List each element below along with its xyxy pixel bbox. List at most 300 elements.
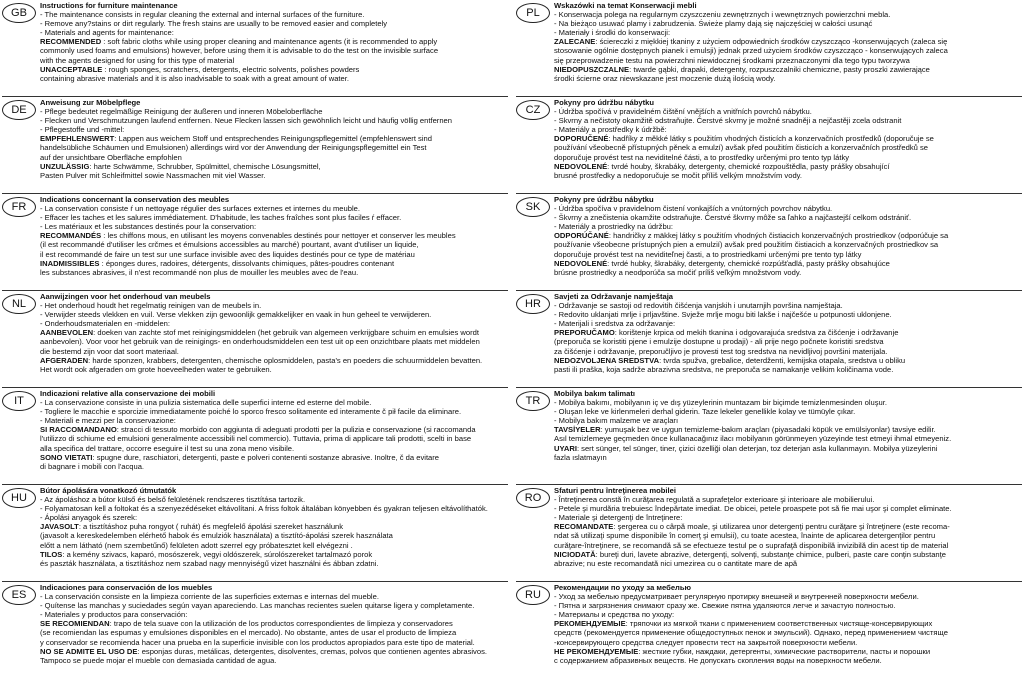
instruction-text: stosowanie ogólnie dostępnych pianek i emulsji) jednak przed użyciem środków czyszcząco - konserwujących zaleca	[554, 46, 948, 56]
instruction-text: : les chiffons mous, en utilisant les moyens convenables destinés pour nettoyer et conserver les meubles	[101, 231, 456, 241]
language-badge: HU	[2, 488, 36, 508]
instruction-text: : soft fabric cloths while using proper cleaning and maintenance agents (it is recommended to apply	[101, 37, 438, 47]
instruction-line	[554, 398, 1022, 407]
section-text	[554, 292, 1022, 374]
instruction-line	[40, 231, 508, 240]
instruction-keyword: INADMISSIBLES	[40, 258, 100, 268]
section-title: Savjeti za Održavanje namještaja	[554, 292, 674, 301]
instruction-line	[40, 365, 508, 374]
instruction-line	[554, 407, 1022, 416]
instruction-line	[40, 171, 508, 180]
instruction-text: (javasolt a kereskedelemben elérhető habok és emulziók használata) a tisztító-ápolási szerek használata	[40, 531, 393, 541]
instruction-line	[554, 531, 1022, 540]
instruction-line	[554, 319, 1022, 328]
instruction-line	[554, 416, 1022, 425]
instruction-line	[40, 328, 508, 337]
instruction-line	[554, 301, 1022, 310]
instruction-text: : korištenje krpica od mekih tkanina i odgovarajuća sredstva za čišćenje i održavanje	[614, 328, 899, 338]
instruction-line	[554, 365, 1022, 374]
section-nl	[2, 291, 508, 388]
instruction-line	[40, 301, 508, 310]
instruction-line	[554, 56, 1022, 65]
instruction-text: - Škvrny a znečistenia okamžite odstraňujte. Čerstvé škvrny môže sa ľahko a najčastejší celkom odstrániť.	[554, 213, 912, 223]
instruction-text: les substances abrasives, il n'est recommandé non plus de mouiller les meubles avec de l'eau.	[40, 267, 359, 277]
instruction-text: - Ápolási anyagok és szerek:	[40, 513, 138, 523]
instruction-line	[554, 116, 1022, 125]
instruction-text: : trapo de tela suave con la utilización de los productos correspondientes de limpieza y conservadores	[109, 619, 453, 629]
section-title: Mobilya bakım talimatı	[554, 389, 636, 398]
instruction-line	[554, 337, 1022, 346]
instruction-line	[554, 74, 1022, 83]
instruction-line	[554, 453, 1022, 462]
section-title: Indicaciones para conservación de los muebles	[40, 583, 213, 592]
instruction-line	[554, 10, 1022, 19]
instruction-line	[554, 513, 1022, 522]
instruction-text: containing abrasive materials and it is also inadvisable to soak with a great amount of water.	[40, 73, 349, 83]
instruction-text: (preporuča se koristiti pjene i emulzije dostupne u prodaji) - ali prije nego počnete koristiti sredstva	[554, 337, 884, 347]
instruction-text: : doeken van zachte stof met reinigingsmiddelen (het gebruik van algemeen verkrijgbare schuim en emulsies wordt	[93, 328, 479, 338]
instruction-line	[40, 495, 508, 504]
instruction-line	[554, 134, 1022, 143]
instruction-text: - Пятна и загрязнения снимают сразу же. Свежие пятна удаляются легче и зачастую полностью.	[554, 601, 896, 611]
instruction-keyword: ODPORÚČANÉ	[554, 231, 609, 241]
instruction-line	[554, 522, 1022, 531]
instruction-text: : spugne dure, raschiatori, detergenti, paste e polveri contenenti sostanze abrasive. Inoltre, č da evitare	[92, 452, 440, 462]
language-badge: SK	[516, 197, 550, 217]
section-text	[554, 389, 1022, 462]
instruction-line	[554, 504, 1022, 513]
instruction-text: - La conservation consiste ŕ un nettoyage régulier des surfaces externes et internes du meuble.	[40, 204, 360, 214]
instruction-line	[40, 356, 508, 365]
instruction-text: : a kemény szivacs, kaparó, mosószerek, vegyi oldószerek, súrolószereket tartalmazó porok	[62, 549, 373, 559]
right-column	[516, 0, 1022, 682]
instruction-keyword: EMPFEHLENSWERT	[40, 134, 115, 144]
instruction-text: - Skvrny a nečistoty okamžitě odstraňujte. Čerstvé skvrny je možné snadněji a nejčastěji zcela odstranit	[554, 116, 902, 126]
section-title: Anweisung zur Möbelpflege	[40, 98, 141, 107]
section-text	[40, 1, 508, 83]
instruction-keyword: TAVSİYELER	[554, 425, 601, 435]
instruction-text: - Pflege bedeutet regelmäßige Reinigung der äußeren und inneren Möbeloberfläche	[40, 107, 323, 117]
instruction-line	[40, 162, 508, 171]
instruction-keyword: НЕ РЕКОМЕНДУЕМЫЕ	[554, 646, 639, 656]
instruction-text: : Lappen aus weichem Stoff und entsprechendes Reinigungspflegemittel (empfehlenswert sind	[114, 134, 432, 144]
section-tr	[516, 388, 1022, 485]
instruction-text: - Flecken und Verschmutzungen laufend entfernen. Neue Flecken lassen sich gewöhnlich leicht und häufig völlig entfernen	[40, 116, 453, 126]
instruction-line	[554, 434, 1022, 443]
instruction-line	[40, 259, 508, 268]
instruction-text: curăţare-întreţinere, se recomandă să se efectueze testul pe o suprafaţă disponibilă invizibilă din acest tip de material	[554, 540, 949, 550]
instruction-line	[554, 628, 1022, 637]
instruction-line	[40, 522, 508, 531]
instruction-line	[554, 592, 1022, 601]
instruction-text: di bagnare i mobili con l'acqua.	[40, 461, 145, 471]
instruction-text: alla specifica del trattare, occorre eseguire il test su una zona meno visibile.	[40, 443, 295, 453]
instruction-keyword: RECOMMANDÉS	[40, 231, 102, 241]
instruction-line	[554, 107, 1022, 116]
section-ru	[516, 582, 1022, 679]
instruction-line	[40, 656, 508, 665]
instruction-keyword: NEDOVOLENÉ	[554, 258, 608, 268]
section-fr	[2, 194, 508, 291]
instruction-text: : stracci di tessuto morbido con aggiunta di adeguati prodotti per la pulizia e conservazione (si raccomanda	[116, 425, 476, 435]
instruction-line	[554, 495, 1022, 504]
section-title: Bútor ápolására vonatkozó útmutatók	[40, 486, 177, 495]
language-badge: ES	[2, 585, 36, 605]
instruction-line	[40, 56, 508, 65]
instruction-keyword: RECOMANDATE	[554, 522, 614, 532]
instruction-keyword: UYARI	[554, 443, 577, 453]
instruction-text: - Údržba spočíva v pravidelnom čistení vonkajších a vnútorných povrchov nábytku.	[554, 204, 833, 214]
section-text	[554, 98, 1022, 180]
instruction-line	[40, 610, 508, 619]
instruction-line	[554, 638, 1022, 647]
instruction-line	[554, 356, 1022, 365]
instruction-line	[40, 347, 508, 356]
instruction-line	[40, 559, 508, 568]
instruction-text: Tampoco se puede mojar el mueble con demasiada cantidad de agua.	[40, 655, 277, 665]
instruction-line	[40, 407, 508, 416]
instruction-line	[554, 37, 1022, 46]
instruction-text: l'utilizzo di schiume ed emulsioni generalmente accessibili nel commercio). Tuttavia, prima di applicare tali prodotti, scelti in base	[40, 434, 472, 444]
instruction-text: za čišćenje i održavanje, preporučljivo je provesti test tog sredstva na nevidljivoj površini materijala.	[554, 346, 888, 356]
instruction-line	[554, 222, 1022, 231]
instruction-text: : a tisztításhoz puha rongyot ( ruhát) és megfelelő ápolási szereket használunk	[78, 522, 344, 532]
instruction-text: - Oluşan leke ve kirlenmeleri derhal giderin. Taze lekeler genellikle kolay ve tümüyle çıkar.	[554, 407, 856, 417]
instruction-keyword: NEDOVOLENÉ	[554, 161, 608, 171]
instruction-text: : tvrdé hubky, škrabáky, detergenty, chemické rozpúšťadlá, pasty prášky obsahujúce	[607, 258, 890, 268]
instruction-text: : éponges dures, radoires, détergents, dissolvants chimiques, pâtes-poudres contenant	[99, 258, 395, 268]
instruction-line	[40, 434, 508, 443]
instruction-text: - Folyamatosan kell a foltokat és a szenyezédéseket eltávolítani. A friss foltok általában könyebben és gyakran teljesen eltávolíthatók.	[40, 504, 488, 514]
instruction-line	[40, 425, 508, 434]
instruction-keyword: TILOS	[40, 549, 63, 559]
section-title: Pokyny pro údržbu nábytku	[554, 98, 654, 107]
section-title: Aanwijzingen voor het onderhoud van meubels	[40, 292, 211, 301]
instruction-line	[554, 259, 1022, 268]
instruction-text: средств (рекомендуется применение общедоступных пенок и эмульсий). Однако, перед применением чистяще	[554, 628, 948, 638]
section-text	[554, 1, 1022, 83]
instruction-text: die bestemd zijn voor dat soort materiaal.	[40, 346, 179, 356]
instruction-text: - Materijali i sredstva za održavanje:	[554, 319, 676, 329]
instruction-text: : hadříky z měkké látky s použitím vhodných čisticích a konzervačních prostředků (doporučuje se	[608, 134, 934, 144]
instruction-text: : harde sponzen, krabbers, detergenten, chemische oplosmiddelen, pasta's en poeders die schuurmiddelen bevatten.	[88, 355, 483, 365]
instruction-keyword: SI RACCOMANDANO	[40, 425, 117, 435]
section-de	[2, 97, 508, 194]
language-badge: TR	[516, 391, 550, 411]
instruction-text: - Mobilya bakım malzeme ve araçları	[554, 416, 679, 426]
instruction-keyword: ZALECANE	[554, 37, 596, 47]
instruction-line	[40, 513, 508, 522]
section-hr	[516, 291, 1022, 388]
instruction-keyword: NEDOZVOLJENA SREDSTVA	[554, 355, 660, 365]
instruction-text: Het wordt ook afgeraden om grote hoeveelheden water te gebruiken.	[40, 364, 272, 374]
instruction-line	[40, 125, 508, 134]
instruction-line	[554, 213, 1022, 222]
instruction-text: -консервирующего средства следует провести тест на закрытой поверхности мебели.	[554, 637, 858, 647]
instruction-text: - Материалы и средства по уходу:	[554, 610, 675, 620]
instruction-text: : tvrdé houby, škrabáky, detergenty, chemické rozpouštědla, pasty prášky obsahující	[607, 161, 890, 171]
instruction-line	[40, 204, 508, 213]
instruction-text: : yumuşak bez ve uygun temizleme-bakım araçları (piyasadaki köpük ve emülsiyonlar) tavsiye edilir.	[600, 425, 936, 435]
instruction-text: - Materiali e mezzi per la conservazione:	[40, 416, 176, 426]
instruction-text: - Effacer les taches et les salures immédiatement. D'habitude, les taches fraîches sont plus faciles ŕ effacer.	[40, 213, 402, 223]
section-title: Wskazówki na temat Konserwacji mebli	[554, 1, 697, 10]
instruction-text: : tvrda spužva, grebalice, deterdženti, kemijska otapala, sredstva u obliku	[659, 355, 906, 365]
instruction-line	[40, 19, 508, 28]
instruction-text: - Materiales y productos para conservación:	[40, 610, 188, 620]
instruction-text: Pasten Pulver mit Schleifmittel sowie Nassmachen mit viel Wasser.	[40, 170, 266, 180]
instruction-keyword: SONO VIETATI	[40, 452, 93, 462]
instruction-text: Asıl temizlemeye geçmeden önce kullanacağınız ilacı mobilyanın görünmeyen yüzeyinde test etmeyi ihmal etmeyeniz.	[554, 434, 952, 444]
instruction-text: - Materiály a prostriedky na údržbu:	[554, 222, 674, 232]
instruction-text: (se recomiendan las espumas y emulsiones disponibles en el mercado). No obstante, antes de usar el producto de limpieza	[40, 628, 457, 638]
instruction-keyword: PREPORUČAMO	[554, 328, 615, 338]
instruction-text: (il est recommandé d'utiliser les crčmes et émulsions accessibles au marché) pourtant, avant d'utiliser un liquide,	[40, 240, 419, 250]
instruction-text: - La conservación consiste en la limpieza corriente de las superficies externas e internas del mueble.	[40, 592, 379, 602]
section-title: Indicazioni relative alla conservazione dei mobili	[40, 389, 216, 398]
instruction-line	[554, 28, 1022, 37]
instruction-line	[40, 462, 508, 471]
instruction-line	[554, 231, 1022, 240]
instruction-line	[40, 213, 508, 222]
instruction-line	[40, 268, 508, 277]
instruction-line	[554, 619, 1022, 628]
instruction-text: fazla ıslatmayın	[554, 452, 607, 462]
instruction-keyword: UNACCEPTABLE	[40, 64, 103, 74]
instruction-line	[40, 601, 508, 610]
language-badge: HR	[516, 294, 550, 314]
section-text	[40, 98, 508, 180]
instruction-text: : handričky z mäkkej látky s použitím vhodných čistiacich konzervačných prostriedkov (odporúčuje sa	[608, 231, 949, 241]
instruction-text: : ściereczki z miękkiej tkaniny z użyciem odpowiednich środków czyszcząco -konserwujących (zaleca się	[595, 37, 948, 47]
instruction-keyword: DOPORUČENÉ	[554, 134, 609, 144]
instruction-text: - Quítense las manchas y suciedades según vayan apareciendo. Las manchas recientes suelen quitarse ligera y completamente.	[40, 601, 475, 611]
instruction-text: - Údržba spočívá v pravidelném čištění vnějších a vnitřních povrchů nábytku.	[554, 107, 812, 117]
instruction-keyword: NO SE ADMITE EL USO DE	[40, 646, 138, 656]
instruction-line	[40, 116, 508, 125]
section-title: Instructions for furniture maintenance	[40, 1, 178, 10]
instruction-line	[40, 107, 508, 116]
language-badge: RO	[516, 488, 550, 508]
section-text	[554, 486, 1022, 568]
section-hu	[2, 485, 508, 582]
instruction-text: - The maintenance consists in regular cleaning the external and internal surfaces of the furniture.	[40, 10, 365, 20]
instruction-text: - Konserwacja polega na regularnym czyszczeniu zewnętrznych i wewnętrznych powierzchni mebla.	[554, 10, 891, 20]
instruction-line	[554, 541, 1022, 550]
instruction-text: с содержанием абразивных веществ. Не допускать скопления воды на поверхности мебели.	[554, 655, 882, 665]
instruction-line	[554, 601, 1022, 610]
instruction-keyword: RECOMMENDED	[40, 37, 102, 47]
instruction-text: brúsne prostriedky a neodporúča sa močiť príliš veľkým množstvom vody.	[554, 267, 802, 277]
section-es	[2, 582, 508, 679]
instruction-line	[40, 28, 508, 37]
instruction-line	[554, 328, 1022, 337]
instruction-line	[40, 647, 508, 656]
instruction-line	[40, 444, 508, 453]
section-title: Indications concernant la conservation des meubles	[40, 195, 230, 204]
instruction-line	[40, 250, 508, 259]
instruction-text: commonly used foams and emulsions) however, before using them it is advisable to do the test on the invisible surface	[40, 46, 439, 56]
section-sk	[516, 194, 1022, 291]
instruction-line	[40, 541, 508, 550]
language-badge: CZ	[516, 100, 550, 120]
instruction-text: - Petele şi murdăria trebuiesc îndepărtate imediat. De obicei, petele proaspete pot să fie mai uşor şi complet eliminate.	[554, 504, 952, 514]
instruction-text: - Onderhoudsmaterialen en -middelen:	[40, 319, 171, 329]
instruction-line	[40, 504, 508, 513]
instruction-line	[40, 10, 508, 19]
section-pl	[516, 0, 1022, 97]
instruction-line	[554, 559, 1022, 568]
instruction-line	[40, 319, 508, 328]
section-text	[40, 583, 508, 665]
section-text	[554, 195, 1022, 277]
instruction-text: - Les matériaux et les substances destinés pour la conservation:	[40, 222, 257, 232]
instruction-text: brusné prostředky a nedoporučuje se močit příliš velkým množstvím vody.	[554, 170, 803, 180]
instruction-line	[554, 444, 1022, 453]
section-text	[40, 195, 508, 277]
instruction-line	[40, 37, 508, 46]
instruction-line	[40, 550, 508, 559]
instruction-text: pasti ili praška, koja sadrže abrazivna sredstva, ne preporuča se namakanje velikim količinama vode.	[554, 364, 894, 374]
instruction-line	[554, 125, 1022, 134]
instruction-line	[40, 310, 508, 319]
language-badge: DE	[2, 100, 36, 120]
section-text	[40, 389, 508, 471]
instruction-text: - Remove any?stains or dirt regularly. The fresh stains are usually to be removed easier and completely	[40, 19, 388, 29]
instruction-text: ndat să utilizaţi spume disponibile în comerţ şi emulsii), cu toate acestea, înainte de aplicarea detergenţilor pentru	[554, 531, 936, 541]
instruction-line	[40, 65, 508, 74]
instruction-text: - Уход за мебелью предусматривает регулярную протирку внешней и внутренней поверхности мебели.	[554, 592, 919, 602]
instruction-text: się przeprowadzenie testu na powierzchni niewidocznej środkami przeznaczonymi dla tego typu tworzywa	[554, 55, 910, 65]
instruction-text: - Pflegestoffe und -mittel:	[40, 125, 125, 135]
instruction-text: používanie všeobecne prístupných pien a emulzií) avšak pred použitím čistiacich a konzervačných prostriedkov sa	[554, 240, 939, 250]
instruction-text: : twarde gąbki, drapaki, detergenty, rozpuszczalniki chemiczne, pasty proszki zawierające	[629, 64, 930, 74]
instruction-keyword: NICIODATĂ	[554, 549, 596, 559]
instruction-line	[554, 143, 1022, 152]
instruction-text: il est recommandé de faire un test sur une surface invisible avec des liquides destinés pour ce type de matériau	[40, 249, 415, 259]
language-badge: FR	[2, 197, 36, 217]
instruction-line	[40, 143, 508, 152]
instruction-line	[554, 647, 1022, 656]
section-ro	[516, 485, 1022, 582]
left-column	[2, 0, 508, 682]
instruction-text: : harte Schwämme, Schrubber, Spülmittel, chemische Lösungsmittel,	[89, 161, 321, 171]
instruction-text: používání všeobecně přístupných pěnek a emulzí) avšak před použitím čisticích a konzervačních prostředků se	[554, 143, 928, 153]
instruction-line	[554, 153, 1022, 162]
instruction-text: with the agents designed for using for this type of material	[40, 55, 235, 65]
instruction-text: - Redovito uklanjati mrlje i prljavštine. Svježe mrlje mogu biti lakše i najčešće u potpunosti uklonjene.	[554, 310, 892, 320]
instruction-line	[554, 268, 1022, 277]
instruction-text: : rough sponges, scratchers, detergents, electric solvents, polishes powders	[102, 64, 360, 74]
instruction-text: - Az ápoláshoz a bútor külső és belső felületének rendszeres tisztítása tartozik.	[40, 495, 306, 505]
instruction-line	[554, 19, 1022, 28]
instruction-line	[554, 46, 1022, 55]
instruction-line	[40, 153, 508, 162]
instruction-line	[40, 74, 508, 83]
section-text	[554, 583, 1022, 665]
instruction-line	[554, 171, 1022, 180]
instruction-keyword: UNZULÄSSIG	[40, 161, 90, 171]
instruction-line	[40, 416, 508, 425]
instruction-text: - Togliere le macchie e sporcizie immediatamente poiché lo sporco fresco solitamente ed interamente č pił facile da eliminare.	[40, 407, 462, 417]
section-text	[40, 292, 508, 374]
instruction-text: - Întreţinerea constă în curăţarea regulată a suprafeţelor exterioare şi interioare ale mobilierului.	[554, 495, 875, 505]
instruction-line	[554, 65, 1022, 74]
instruction-text: és paszták használata, a tisztításhoz nem szabad nagy mennyiségű vizet használni és ábban zdatni.	[40, 558, 379, 568]
instruction-text: : şergerea cu o cârpă moale, şi utilizarea unor detergenţi pentru curăţare şi întreţinere (este recoma-	[613, 522, 950, 532]
instruction-line	[40, 46, 508, 55]
instruction-line	[554, 610, 1022, 619]
instruction-line	[40, 638, 508, 647]
instruction-line	[40, 592, 508, 601]
instruction-line	[40, 619, 508, 628]
language-badge: GB	[2, 3, 36, 23]
language-badge: NL	[2, 294, 36, 314]
instruction-line	[40, 453, 508, 462]
instruction-text: : жесткие губки, наждаки, детергенты, химические растворители, пасты и порошки	[638, 646, 931, 656]
instruction-text: handelsübliche Schäumen und Emulsionen) allerdings wird vor der Anwendung der Reinigungspflegemittel ein Test	[40, 143, 427, 153]
instruction-text: - Materiale şi detergenţi de întreţinere:	[554, 513, 683, 523]
instruction-text: : sert sünger, tel sünger, tiner, çizici özelliği olan deterjan, toz deterjan asla kullanmayın. Mobilya yüzeylerini	[576, 443, 938, 453]
instruction-line	[40, 628, 508, 637]
section-title: Sfaturi pentru întreţinerea mobilei	[554, 486, 676, 495]
instruction-line	[554, 240, 1022, 249]
instruction-text: - Materials and agents for maintenance:	[40, 28, 174, 38]
instruction-text: środki ścierne oraz niewskazane jest moczenie dużą ilością wody.	[554, 73, 776, 83]
instruction-text: - Verwijder steeds vlekken en vuil. Verse vlekken zijn gewoonlijk gemakkelijker en vaak in hun geheel te verwijderen.	[40, 310, 432, 320]
instruction-text: aanbevolen). Voor voor het gebruik van de reinigings- en onderhoudsmiddelen een test uit op een onzichtbare plaats met middelen	[40, 337, 480, 347]
instruction-line	[554, 310, 1022, 319]
instruction-line	[554, 347, 1022, 356]
section-title: Рекомендации по уходу за мебелью	[554, 583, 692, 592]
instruction-text: doporučuje provést test na neviditelné části, a to prostředky určenými pro tento typ látky	[554, 152, 850, 162]
instruction-line	[554, 162, 1022, 171]
language-badge: IT	[2, 391, 36, 411]
instruction-line	[554, 250, 1022, 259]
instruction-line	[554, 656, 1022, 665]
instruction-text: - Mobilya bakımı, mobilyanın iç ve dış yüzeylerinin muntazam bir biçimde temizlenmesinden oluşur.	[554, 398, 887, 408]
instruction-text: - Materiały i środki do konserwacji:	[554, 28, 671, 38]
instruction-line	[40, 134, 508, 143]
section-cz	[516, 97, 1022, 194]
language-badge: PL	[516, 3, 550, 23]
instruction-keyword: РЕКОМЕНДУЕМЫЕ	[554, 619, 626, 629]
instruction-line	[40, 222, 508, 231]
instruction-text: y conservador se recomienda hacer una prueba en la superficie invisible con los productos apropiados para este tipo de material.	[40, 637, 475, 647]
instruction-text: - La conservazione consiste in una pulizia sistematica delle superfici interne ed esterne del mobile.	[40, 398, 372, 408]
instruction-text: : тряпочки из мягкой ткани с применением соответственных чистяще-консервирующих	[625, 619, 933, 629]
instruction-keyword: NIEDOPUSZCZALNE	[554, 64, 630, 74]
instruction-line	[40, 337, 508, 346]
instruction-line	[554, 204, 1022, 213]
section-text	[40, 486, 508, 568]
instruction-text: auf der unsichtbare Oberfläche empfohlen	[40, 152, 182, 162]
instruction-line	[40, 240, 508, 249]
section-gb	[2, 0, 508, 97]
instruction-line	[554, 425, 1022, 434]
instruction-text: - Održavanje se sastoji od redovitih čišćenja vanjskih i unutarnjih površina namještaja.	[554, 301, 843, 311]
instruction-line	[40, 398, 508, 407]
instruction-text: - Na bieżąco usuwać plamy i zabrudzenia. Świeże plamy dają się najczęściej w całości usunąć	[554, 19, 873, 29]
instruction-text: doporučuje provést test na neviditeľnej časti, a to prostriedkami určenými pre tento typ látky	[554, 249, 862, 259]
instruction-text: - Het onderhoud houdt het regelmatig reinigen van de meubels in.	[40, 301, 262, 311]
section-title: Pokyny pre údržbu nábytku	[554, 195, 654, 204]
instruction-text: abrazive; nu este recomandată nici umezirea cu o cantitate mare de apă	[554, 558, 798, 568]
instruction-keyword: SE RECOMIENDAN	[40, 619, 110, 629]
instruction-keyword: JAVASOLT	[40, 522, 79, 532]
instruction-keyword: AANBEVOLEN	[40, 328, 94, 338]
instruction-text: - Materiály a prostředky k údržbě:	[554, 125, 667, 135]
